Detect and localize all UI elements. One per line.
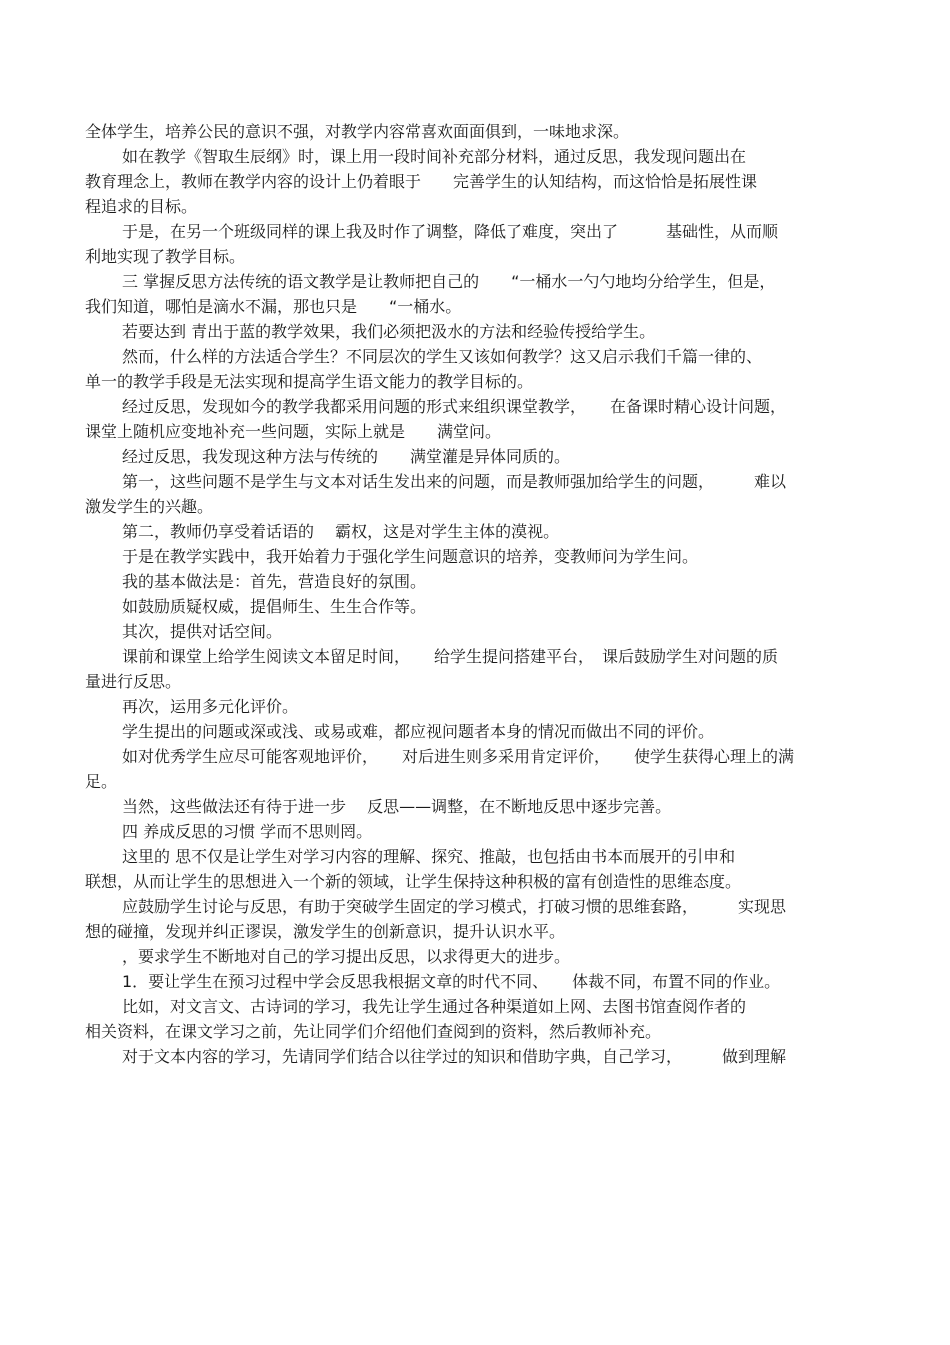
text-line: ，要求学生不断地对自己的学习提出反思，以求得更大的进步。 [122,947,571,966]
paragraph [85,469,875,519]
text-line: 激发学生的兴趣。 [85,497,214,516]
paragraph [85,219,875,269]
paragraph [85,619,875,644]
document-page [85,119,875,1069]
paragraph [85,394,875,444]
paragraph [85,569,875,594]
text-line: 于是，在另一个班级同样的课上我及时作了调整，降低了难度，突出了 基础性，从而顺 [122,222,779,241]
paragraph [85,719,875,744]
text-line: 想的碰撞，发现并纠正谬误，激发学生的创新意识，提升认识水平。 [85,922,566,941]
paragraph [85,319,875,344]
paragraph [85,119,875,144]
text-line: 利地实现了教学目标。 [85,247,246,266]
text-line: 再次，运用多元化评价。 [122,697,299,716]
text-line: 我们知道，哪怕是滴水不漏，那也只是 “一桶水。 [85,297,462,316]
text-line: 足。 [85,772,118,791]
text-line: 学生提出的问题或深或浅、或易或难，都应视问题者本身的情况而做出不同的评价。 [122,722,715,741]
paragraph [85,644,875,694]
text-line: 程追求的目标。 [85,197,198,216]
text-line: 全体学生，培养公民的意识不强，对教学内容常喜欢面面俱到，一味地求深。 [85,122,630,141]
text-line: 四 养成反思的习惯 学而不思则罔。 [122,822,373,841]
text-line: 如在教学《智取生辰纲》时，课上用一段时间补充部分材料，通过反思，我发现问题出在 [122,147,747,166]
text-line: 比如，对文言文、古诗词的学习，我先让学生通过各种渠道如上网、去图书馆查阅作者的 [122,997,747,1016]
text-line: 课堂上随机应变地补充一些问题，实际上就是 满堂问。 [85,422,502,441]
text-line: 我的基本做法是：首先，营造良好的氛围。 [122,572,427,591]
paragraph [85,844,875,894]
text-line: 这里的 思不仅是让学生对学习内容的理解、探究、推敲，也包括由书本而展开的引申和 [122,847,736,866]
text-line: 于是在教学实践中，我开始着力于强化学生问题意识的培养，变教师问为学生问。 [122,547,699,566]
paragraph [85,794,875,819]
paragraph [85,819,875,844]
text-line: 课前和课堂上给学生阅读文本留足时间， 给学生提问搭建平台， 课后鼓励学生对问题的质 [122,647,779,666]
text-line: 联想，从而让学生的思想进入一个新的领域，让学生保持这种积极的富有创造性的思维态度。 [85,872,742,891]
text-line: 教育理念上，教师在教学内容的设计上仍着眼于 完善学生的认知结构，而这恰恰是拓展性课 [85,172,758,191]
text-line: 当然，这些做法还有待于进一步 反思——调整，在不断地反思中逐步完善。 [122,797,672,816]
text-line: 单一的教学手段是无法实现和提高学生语文能力的教学目标的。 [85,372,534,391]
paragraph [85,994,875,1044]
text-line: 应鼓励学生讨论与反思，有助于突破学生固定的学习模式，打破习惯的思维套路， 实现思 [122,897,787,916]
paragraph [85,344,875,394]
paragraph [85,894,875,944]
paragraph [85,594,875,619]
text-line: 如鼓励质疑权威，提倡师生、生生合作等。 [122,597,427,616]
text-line: 相关资料，在课文学习之前，先让同学们介绍他们查阅到的资料，然后教师补充。 [85,1022,662,1041]
text-line: 其次，提供对话空间。 [122,622,283,641]
paragraph [85,944,875,969]
paragraph [85,269,875,319]
text-line: 三 掌握反思方法传统的语文教学是让教师把自己的 “一桶水一勺勺地均分给学生，但是， [122,272,776,291]
paragraph [85,144,875,219]
paragraph [85,1044,875,1069]
paragraph [85,519,875,544]
paragraph [85,969,875,994]
text-line: 1．要让学生在预习过程中学会反思我根据文章的时代不同、 体裁不同，布置不同的作业。 [122,972,781,991]
paragraph [85,544,875,569]
text-line: 第一，这些问题不是学生与文本对话生发出来的问题，而是教师强加给学生的问题， 难以 [122,472,787,491]
text-line: 对于文本内容的学习，先请同学们结合以往学过的知识和借助字典，自己学习， 做到理解 [122,1047,787,1066]
text-line: 如对优秀学生应尽可能客观地评价， 对后进生则多采用肯定评价， 使学生获得心理上的满 [122,747,795,766]
text-line: 量进行反思。 [85,672,182,691]
text-line: 经过反思，发现如今的教学我都采用问题的形式来组织课堂教学， 在备课时精心设计问题， [122,397,787,416]
text-line: 然而，什么样的方法适合学生？不同层次的学生又该如何教学？这又启示我们千篇一律的、 [122,347,763,366]
paragraph [85,744,875,794]
paragraph [85,694,875,719]
text-line: 第二，教师仍享受着话语的 霸权，这是对学生主体的漠视。 [122,522,560,541]
text-line: 若要达到 青出于蓝的教学效果，我们必须把汲水的方法和经验传授给学生。 [122,322,656,341]
paragraph [85,444,875,469]
text-line: 经过反思，我发现这种方法与传统的 满堂灌是异体同质的。 [122,447,571,466]
